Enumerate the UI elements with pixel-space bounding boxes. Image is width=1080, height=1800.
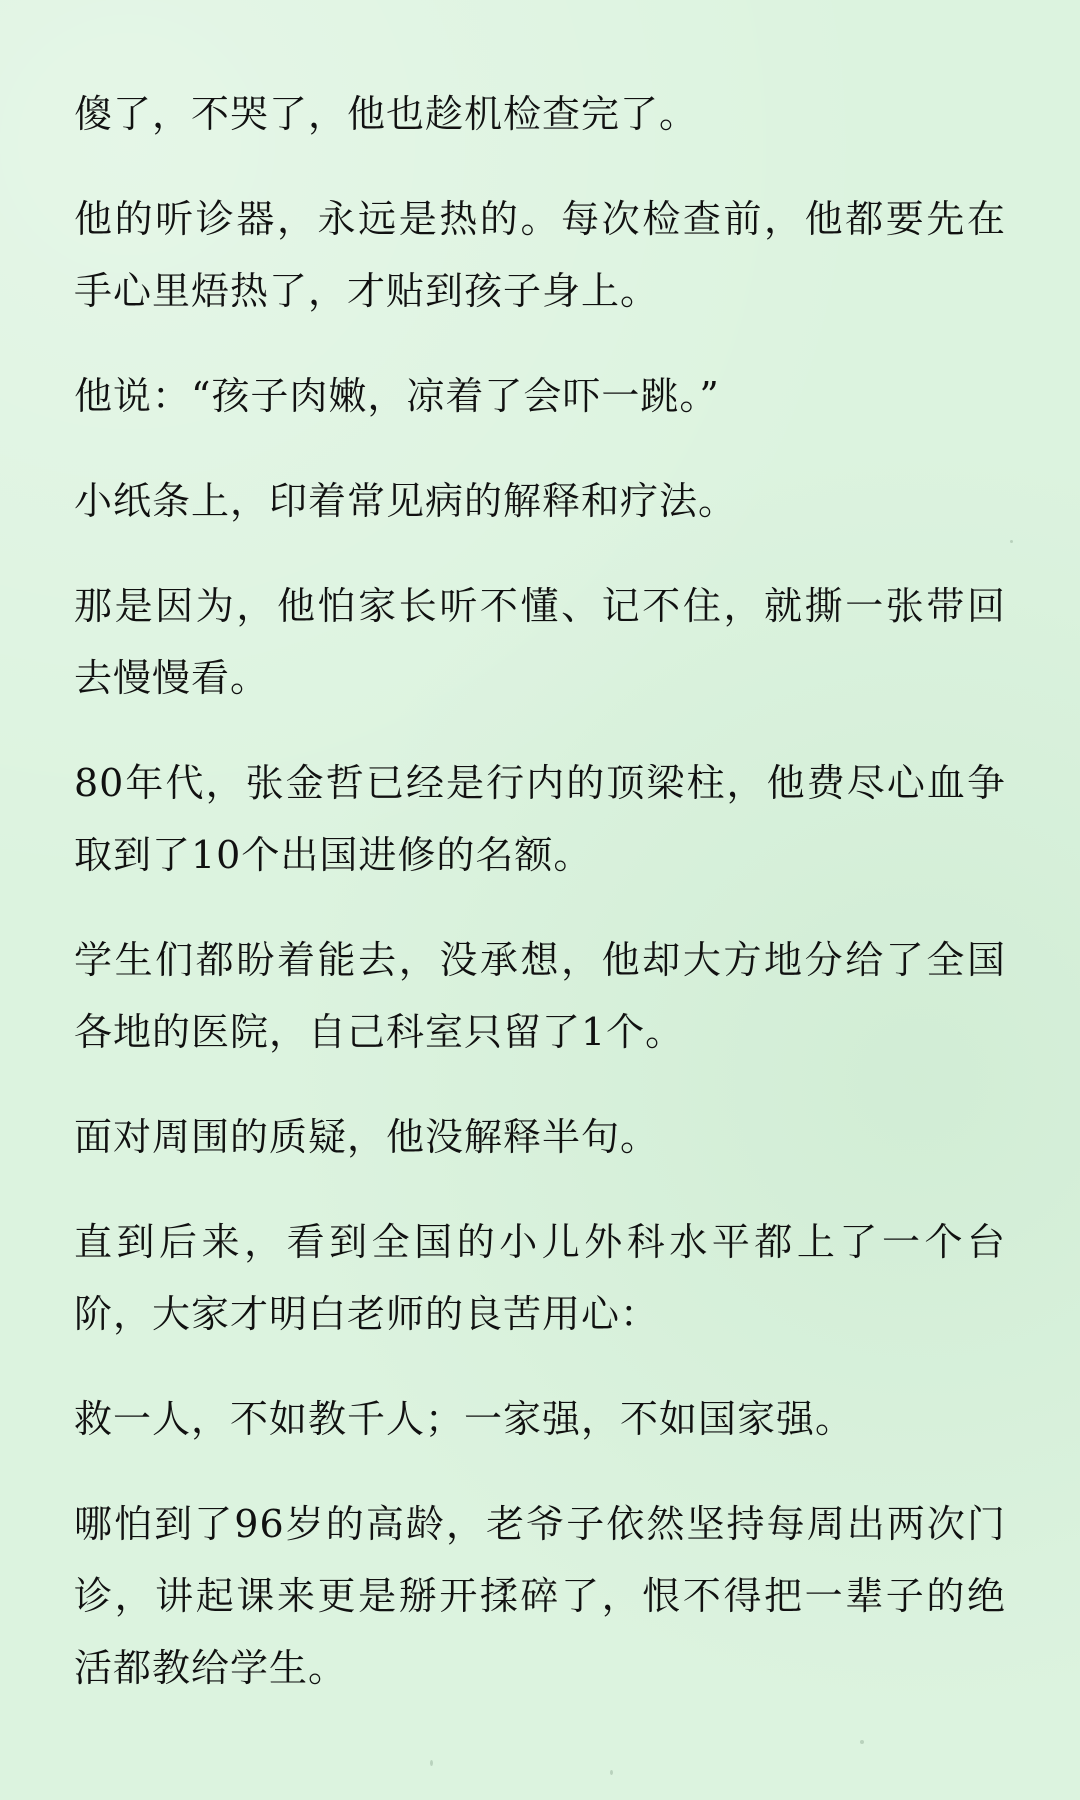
paragraph-8: 面对周围的质疑，他没解释半句。 (74, 1115, 660, 1159)
paragraph-3: 他说：“孩子肉嫩，凉着了会吓一跳。” (74, 374, 720, 418)
paragraph-4: 小纸条上，印着常见病的解释和疗法。 (74, 479, 738, 523)
paragraph-9: 直到后来，看到全国的小儿外科水平都上了一个台阶，大家才明白老师的良苦用心： (74, 1220, 1006, 1336)
paper-speck (860, 1740, 864, 1744)
paragraph-10: 救一人，不如教千人；一家强，不如国家强。 (74, 1397, 855, 1441)
paper-speck (430, 1760, 433, 1766)
paragraph-2: 他的听诊器，永远是热的。每次检查前，他都要先在手心里焐热了，才贴到孩子身上。 (74, 197, 1006, 313)
paragraph-5: 那是因为，他怕家长听不懂、记不住，就撕一张带回去慢慢看。 (74, 584, 1006, 700)
paragraph-1: 傻了，不哭了，他也趁机检查完了。 (74, 92, 699, 136)
paper-speck (610, 1770, 613, 1775)
paragraph-7: 学生们都盼着能去，没承想，他却大方地分给了全国各地的医院，自己科室只留了1个。 (74, 938, 1006, 1054)
paper-speck (1010, 540, 1013, 543)
paragraph-11: 哪怕到了96岁的高龄，老爷子依然坚持每周出两次门诊，讲起课来更是掰开揉碎了，恨不得把一辈子的绝活都教给学生。 (74, 1502, 1006, 1690)
paragraph-6: 80年代，张金哲已经是行内的顶梁柱，他费尽心血争取到了10个出国进修的名额。 (74, 761, 1006, 877)
